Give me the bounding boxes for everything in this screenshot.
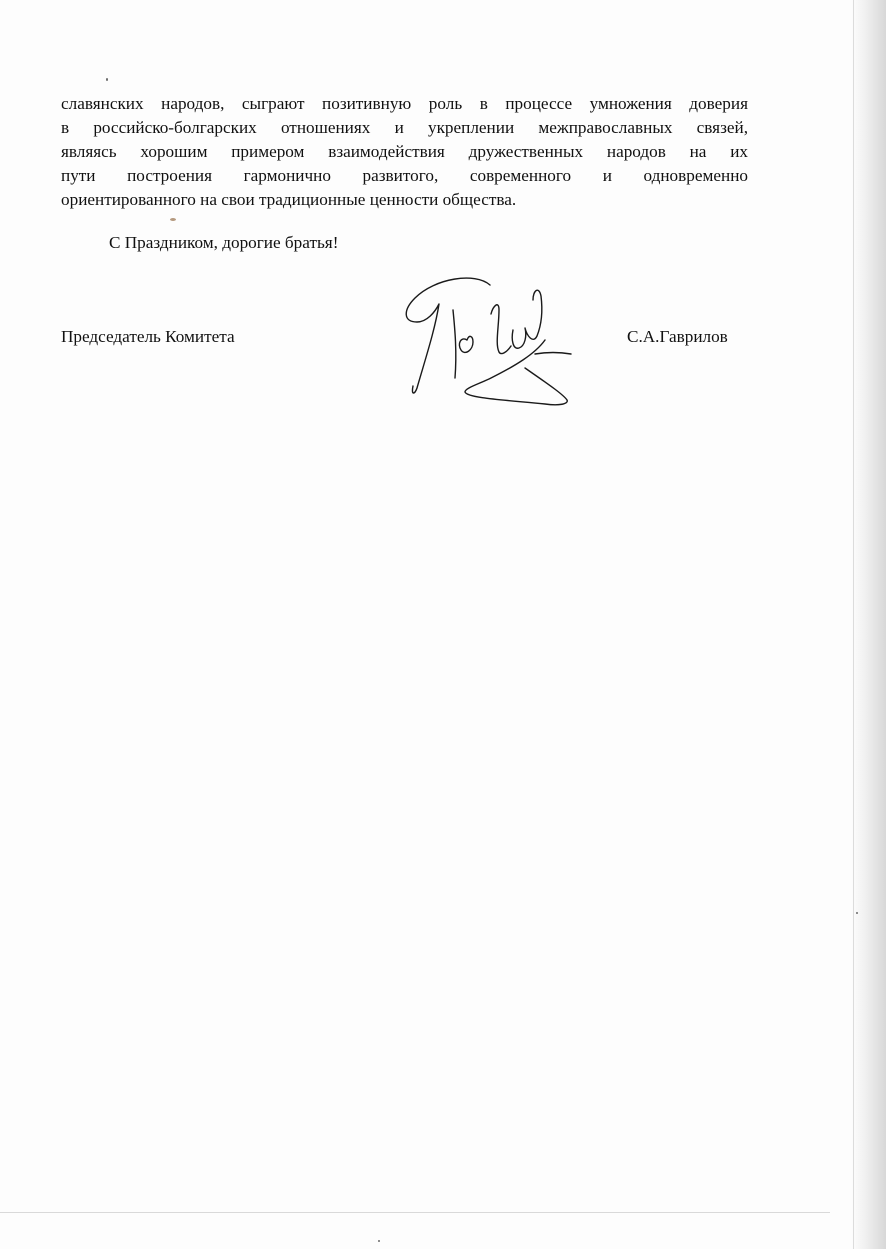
letter-body-line: славянских народов, сыграют позитивную роль в процессе умножения доверия [61,94,748,113]
scan-speck [170,218,176,221]
letter-body-line: в российско-болгарских отношениях и укреплении межправославных связей, [61,118,748,137]
scan-speck [106,78,108,81]
scan-bottom-line [0,1212,830,1213]
signatory-name: С.А.Гаврилов [627,327,728,346]
handwritten-signature-icon [395,270,580,410]
scan-speck [378,1240,380,1242]
letter-body-line: ориентированного на свои традиционные ценности общества. [61,190,517,209]
letter-body-line: являясь хорошим примером взаимодействия дружественных народов на их [61,142,748,161]
scan-speck [856,912,858,914]
greeting-text: С Праздником, дорогие братья! [109,233,339,252]
signatory-title: Председатель Комитета [61,327,235,346]
scan-edge-line [853,0,854,1249]
letter-body-paragraph [61,92,748,212]
scan-shadow-edge [852,0,886,1249]
letter-body-line: пути построения гармонично развитого, современного и одновременно [61,166,748,185]
